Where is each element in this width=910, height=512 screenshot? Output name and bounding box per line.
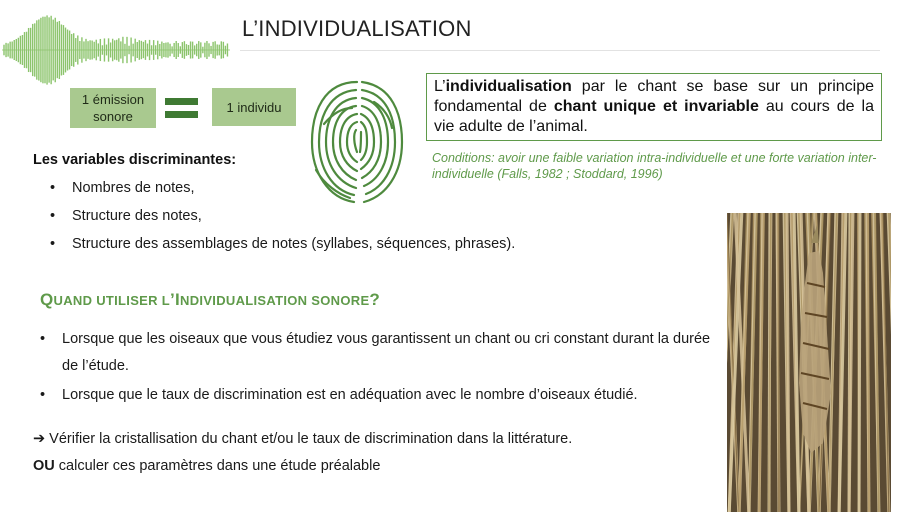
heading-part: NDIVIDUALISATION SONORE bbox=[180, 293, 370, 308]
heading-part: ’I bbox=[169, 290, 181, 309]
individu-box: 1 individu bbox=[212, 88, 296, 126]
definition-bold-individualisation: individualisation bbox=[445, 78, 572, 95]
equals-icon-lower bbox=[165, 111, 198, 118]
definition-text-2: par le chant se base sur un principe fondamental de bbox=[434, 78, 874, 115]
verify-line: ➔ Vérifier la cristallisation du chant et/ou le taux de discrimination dans la littérature. bbox=[33, 431, 573, 447]
definition-bold-chant: chant unique et invariable bbox=[553, 98, 759, 115]
list-item: • Structure des notes, bbox=[50, 202, 515, 230]
alternative-line bbox=[33, 456, 380, 476]
list-item: • Lorsque que le taux de discrimination est en adéquation avec le nombre d’oiseaux étudié. bbox=[40, 382, 720, 409]
list-item: • Lorsque que les oiseaux que vous étudiez vous garantissent un chant ou cri constant durant la durée de l’étude. bbox=[40, 326, 720, 380]
equals-icon bbox=[165, 98, 198, 105]
heading-part: Q bbox=[40, 290, 54, 309]
definition-text-1: L’ bbox=[434, 78, 446, 95]
list-item: • Structure des assemblages de notes (syllabes, séquences, phrases). bbox=[50, 230, 515, 258]
ou-bold: OU bbox=[33, 458, 55, 474]
title-divider bbox=[240, 50, 880, 51]
definition-box bbox=[426, 73, 882, 141]
list-item: • Nombres de notes, bbox=[50, 174, 515, 202]
emission-box: 1 émission sonore bbox=[70, 88, 156, 128]
page-title: L’INDIVIDUALISATION bbox=[242, 16, 472, 41]
usage-list bbox=[40, 326, 720, 409]
heading-part: ? bbox=[369, 290, 381, 309]
sound-waveform-icon bbox=[2, 14, 230, 86]
variables-list bbox=[50, 174, 515, 258]
variables-heading: Les variables discriminantes: bbox=[33, 152, 237, 168]
ou-text: calculer ces paramètres dans une étude préalable bbox=[54, 458, 381, 474]
conditions-note: Conditions: avoir une faible variation intra-individuelle et une forte variation inter-individuelle (Falls, 1982 ; Stoddard, 1996) bbox=[432, 151, 877, 181]
section-heading-usage bbox=[40, 290, 380, 310]
heading-part: UAND UTILISER L bbox=[53, 293, 170, 308]
bird-in-reeds-photo bbox=[727, 213, 891, 512]
definition-text-3: au cours de la vie adulte de l’animal. bbox=[434, 98, 874, 135]
